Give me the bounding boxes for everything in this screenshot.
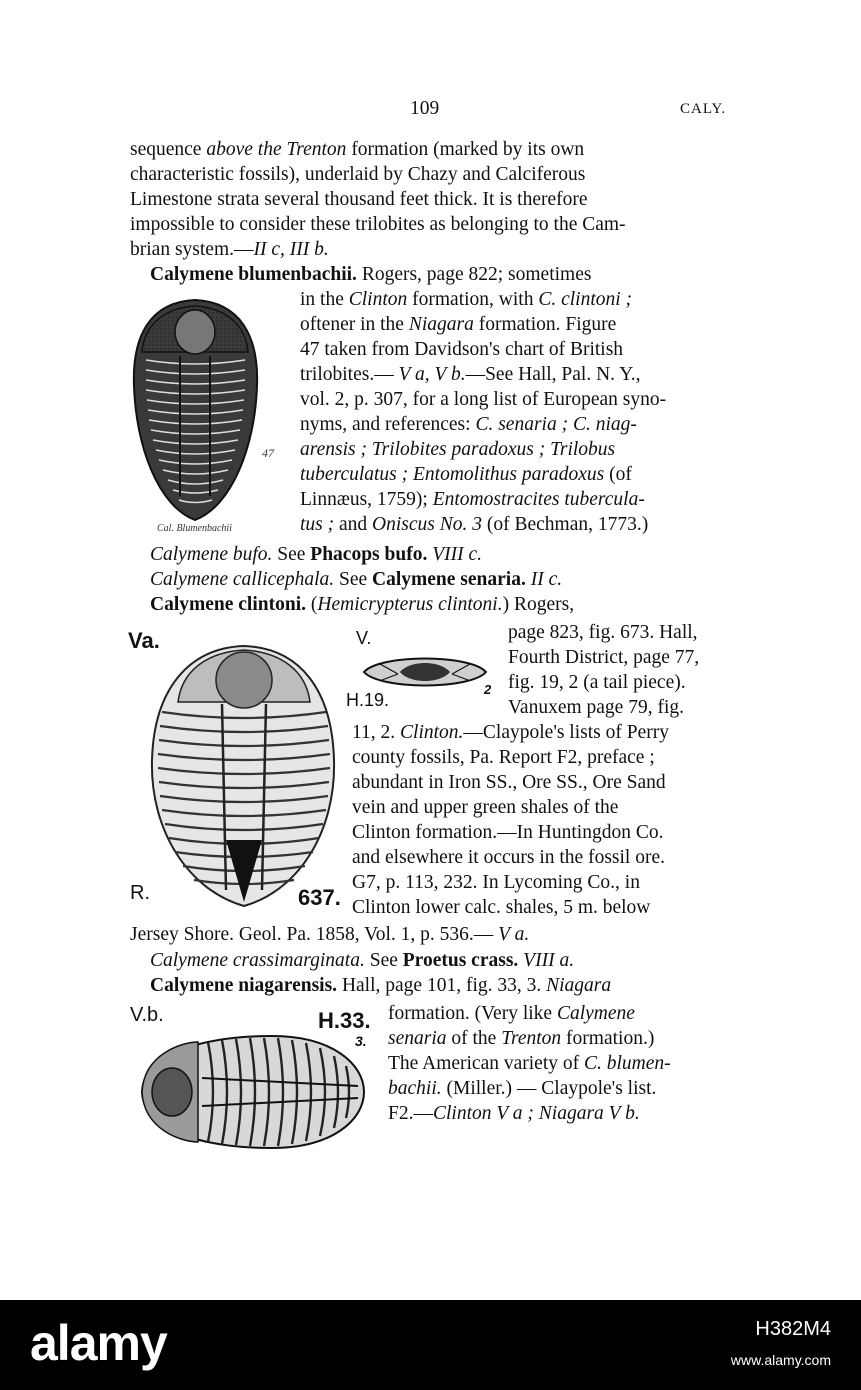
blumenbachii-line-7: nyms, and references: C. senaria ; C. niag- xyxy=(300,414,637,435)
watermark-footer xyxy=(0,1300,861,1390)
clintoni-line-10: and elsewhere it occurs in the fossil ore. xyxy=(352,847,665,868)
clintoni-line-7: abundant in Iron SS., Ore SS., Ore Sand xyxy=(352,772,666,793)
intro-line-4: impossible to consider these trilobites as belonging to the Cam- xyxy=(130,214,626,235)
blumenbachii-line-1: Calymene blumenbachii. Rogers, page 822; sometimes xyxy=(150,264,592,285)
figure-number-47: 47 xyxy=(262,446,274,460)
clintoni-line-2: Fourth District, page 77, xyxy=(508,647,700,668)
entry-crassimarginata: Calymene crassimarginata. See Proetus crass. VIII a. xyxy=(150,950,575,971)
clintoni-line-8: vein and upper green shales of the xyxy=(352,797,619,818)
figure-label-3: 3. xyxy=(355,1033,367,1049)
intro-line-2: characteristic fossils), underlaid by Chazy and Calciferous xyxy=(130,164,586,185)
entry-callicephala: Calymene callicephala. See Calymene senaria. II c. xyxy=(150,569,563,590)
clintoni-line-13: Jersey Shore. Geol. Pa. 1858, Vol. 1, p. 536.— V a. xyxy=(130,924,530,945)
niagarensis-line-5: F2.—Clinton V a ; Niagara V b. xyxy=(388,1103,640,1124)
niagarensis-line-2: senaria of the Trenton formation.) xyxy=(388,1028,655,1049)
intro-line-3: Limestone strata several thousand feet thick. It is therefore xyxy=(130,189,588,210)
entry-bufo: Calymene bufo. See Phacops bufo. VIII c. xyxy=(150,544,483,565)
figure-label-vb: V.b. xyxy=(130,1004,164,1026)
intro-line-1: sequence above the Trenton formation (marked by its own xyxy=(130,139,585,160)
figure-label-h19: H.19. xyxy=(346,690,390,710)
figure-caption: Cal. Blumenbachii xyxy=(157,523,232,534)
clintoni-line-1: page 823, fig. 673. Hall, xyxy=(508,622,698,643)
figure-label-v: V. xyxy=(356,628,372,648)
entry-heading: Calymene blumenbachii. xyxy=(150,264,357,285)
clintoni-line-0: Calymene clintoni. (Hemicrypterus clintoni.) Rogers, xyxy=(150,594,575,615)
alamy-logo: alamy xyxy=(30,1315,167,1371)
blumenbachii-line-11: tus ; and Oniscus No. 3 (of Bechman, 1773.) xyxy=(300,514,649,535)
clintoni-line-9: Clinton formation.—In Huntingdon Co. xyxy=(352,822,664,843)
blumenbachii-line-5: trilobites.— V a, V b.—See Hall, Pal. N. Y., xyxy=(300,364,641,385)
trilobite-blumenbachii-illustration xyxy=(128,296,263,524)
niagarensis-line-3: The American variety of C. blumen- xyxy=(388,1053,671,1074)
trilobite-clintoni-illustration xyxy=(138,640,350,912)
figure-label-h33: H.33. xyxy=(318,1008,371,1033)
blumenbachii-line-3: oftener in the Niagara formation. Figure xyxy=(300,314,617,335)
entry-heading: Calymene niagarensis. xyxy=(150,975,338,996)
image-id: H382M4 xyxy=(755,1318,831,1340)
niagarensis-line-4: bachii. (Miller.) — Claypole's list. xyxy=(388,1078,657,1099)
blumenbachii-line-8: arensis ; Trilobites paradoxus ; Trilobus xyxy=(300,439,616,460)
niagarensis-line-0: Calymene niagarensis. Hall, page 101, fig. 33, 3. Niagara xyxy=(150,975,612,996)
figure-label-va: Va. xyxy=(128,628,160,653)
site-url[interactable]: www.alamy.com xyxy=(730,1352,831,1368)
blumenbachii-line-2: in the Clinton formation, with C. clintoni ; xyxy=(300,289,633,310)
figure-label-2: 2 xyxy=(484,682,492,697)
entry-heading: Calymene clintoni. xyxy=(150,594,306,615)
clintoni-line-12: Clinton lower calc. shales, 5 m. below xyxy=(352,897,651,918)
intro-line-5: brian system.—II c, III b. xyxy=(130,239,329,260)
clintoni-line-5: 11, 2. Clinton.—Claypole's lists of Perry xyxy=(352,722,669,743)
page-number: 109 xyxy=(410,98,440,119)
blumenbachii-line-9: tuberculatus ; Entomolithus paradoxus (of xyxy=(300,464,632,485)
trilobite-niagarensis-illustration xyxy=(132,1028,372,1156)
figure-number-637: 637. xyxy=(298,885,341,910)
clintoni-line-3: fig. 19, 2 (a tail piece). xyxy=(508,672,686,693)
blumenbachii-line-10: Linnæus, 1759); Entomostracites tubercula- xyxy=(300,489,645,510)
blumenbachii-line-6: vol. 2, p. 307, for a long list of European syno- xyxy=(300,389,667,410)
blumenbachii-line-4: 47 taken from Davidson's chart of British xyxy=(300,339,624,360)
clintoni-line-4: Vanuxem page 79, fig. xyxy=(508,697,684,718)
niagarensis-line-1: formation. (Very like Calymene xyxy=(388,1003,635,1024)
clintoni-line-11: G7, p. 113, 232. In Lycoming Co., in xyxy=(352,872,640,893)
running-head: CALY. xyxy=(680,101,727,117)
figure-label-r: R. xyxy=(130,882,150,904)
clintoni-line-6: county fossils, Pa. Report F2, preface ; xyxy=(352,747,655,768)
